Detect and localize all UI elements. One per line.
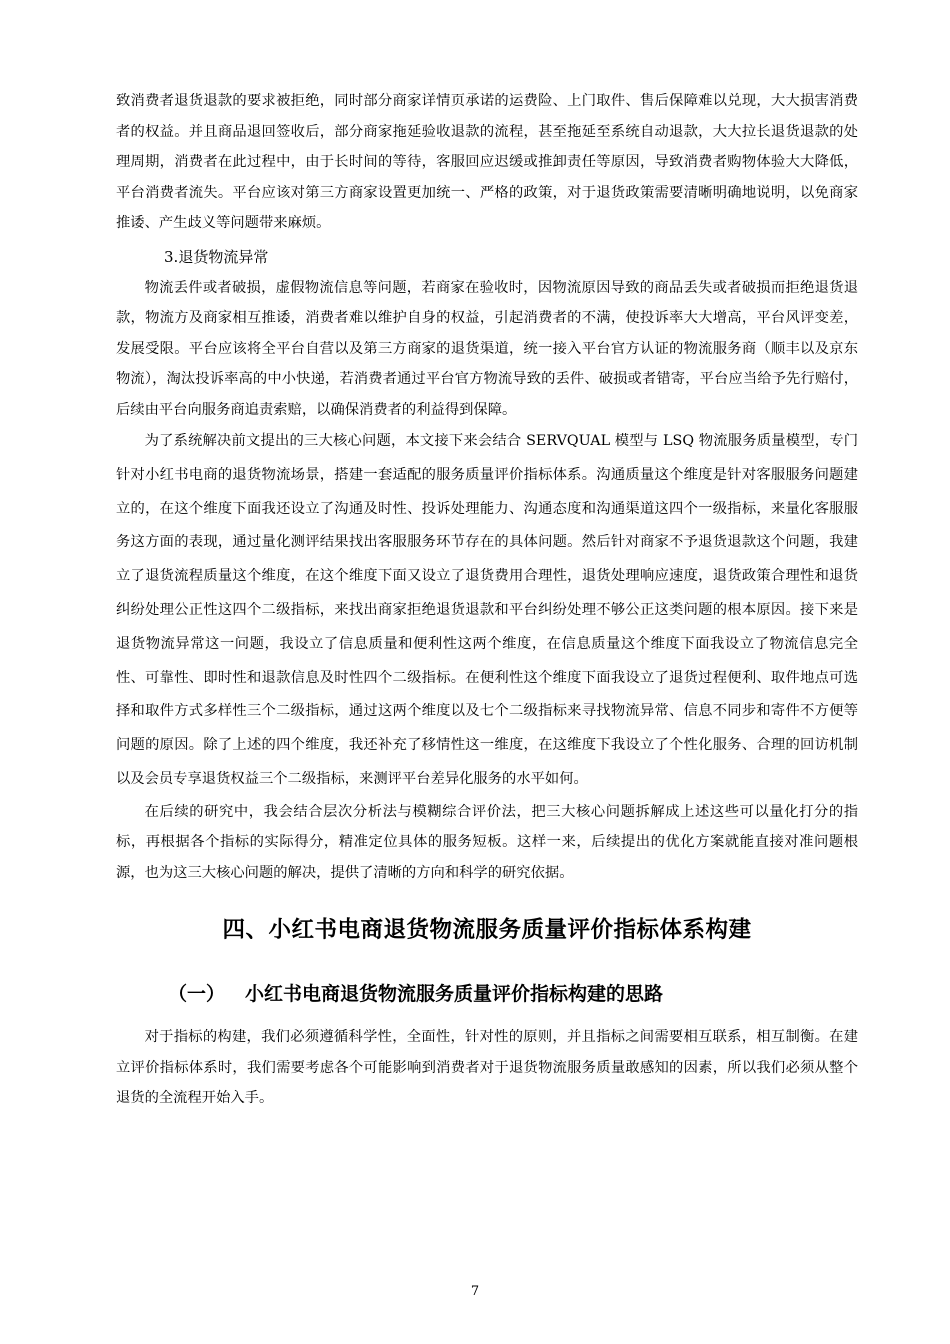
subheading-return-logistics <box>116 241 858 273</box>
paragraph-indicator-construction: 对于指标的构建，我们必须遵循科学性，全面性，针对性的原则，并且指标之间需要相互联系，相互制衡。在建立评价指标体系时，我们需要考虑各个可能影响到消费者对于退货物流服务质量敢感知的因素，所以我们必须从整个退货的全流程开始入手。 <box>116 1029 858 1107</box>
section-title <box>116 978 858 1010</box>
page-content <box>116 86 858 1114</box>
paragraph-logistics-abnormal: 物流丢件或者破损，虚假物流信息等问题，若商家在验收时，因物流原因导致的商品丢失或者破损而拒绝退货退款，物流方及商家相互推诿，消费者难以维护自身的权益，引起消费者的不满，使投诉率大大增高，平台风评变差，发展受限。平台应该将全平台自营以及第三方商家的退货渠道，统一接入平台官方认证的物流服务商（顺丰以及京东物流），淘汰投诉率高的中小快递，若消费者通过平台官方物流导致的丢件、破损或者错寄，平台应当给予先行赔付，后续由平台向服务商追责索赔，以确保消费者的利益得到保障。 <box>116 279 858 418</box>
paragraph-indicator-system: 为了系统解决前文提出的三大核心问题，本文接下来会结合 SERVQUAL 模型与 LSQ 物流服务质量模型，专门针对小红书电商的退货物流场景，搭建一套适配的服务质量评价指标体系。沟通质量这个维度是针对客服服务问题建立的，在这个维度下面我还设立了沟通及时性、投诉处理能力、沟通态度和沟通渠道这四个一级指标，来量化客服服务这方面的表现，通过量化测评结果找出客服服务环节存在的具体问题。然后针对商家不予退货退款这个问题，我建立了退货流程质量这个维度，在这个维度下面又设立了退货费用合理性，退货处理响应速度，退货政策合理性和退货纠纷处理公正性这四个二级指标，来找出商家拒绝退货退款和平台纠纷处理不够公正这类问题的根本原因。接下来是退货物流异常这一问题，我设立了信息质量和便利性这两个维度，在信息质量这个维度下面我设立了物流信息完全性、可靠性、即时性和退款信息及时性四个二级指标。在便利性这个维度下面我设立了退货过程便利、取件地点可选择和取件方式多样性三个二级指标，通过这两个维度以及七个二级指标来寻找物流异常、信息不同步和寄件不方便等问题的原因。除了上述的四个维度，我还补充了移情性这一维度，在这维度下我设立了个性化服务、合理的回访机制以及会员专享退货权益三个二级指标，来测评平台差异化服务的水平如何。 <box>116 433 858 787</box>
chapter-title: 四、小红书电商退货物流服务质量评价指标体系构建 <box>222 917 752 944</box>
paragraph-continued: 致消费者退货退款的要求被拒绝，同时部分商家详情页承诺的运费险、上门取件、售后保障难以兑现，大大损害消费者的权益。并且商品退回签收后，部分商家拖延验收退款的流程，甚至拖延至系统自动退款，大大拉长退货退款的处理周期，消费者在此过程中，由于长时间的等待，客服回应迟缓或推卸责任等原因，导致消费者购物体验大大降低，平台消费者流失。平台应该对第三方商家设置更加统一、严格的政策，对于退货政策需要清晰明确地说明，以免商家推诿、产生歧义等问题带来麻烦。 <box>116 93 858 231</box>
section-title-text: 小红书电商退货物流服务质量评价指标构建的思路 <box>245 983 664 1006</box>
paragraph-follow-up-research: 在后续的研究中，我会结合层次分析法与模糊综合评价法，把三大核心问题拆解成上述这些可以量化打分的指标，再根据各个指标的实际得分，精准定位具体的服务短板。这样一来，后续提出的优化方案就能直接对准问题根源，也为这三大核心问题的解决，提供了清晰的方向和科学的研究依据。 <box>116 803 858 881</box>
subheading-text: 退货物流异常 <box>178 247 269 266</box>
section-index: （一） <box>168 983 226 1006</box>
page-number: 7 <box>470 1284 480 1299</box>
subheading-number: 3. <box>164 247 179 266</box>
